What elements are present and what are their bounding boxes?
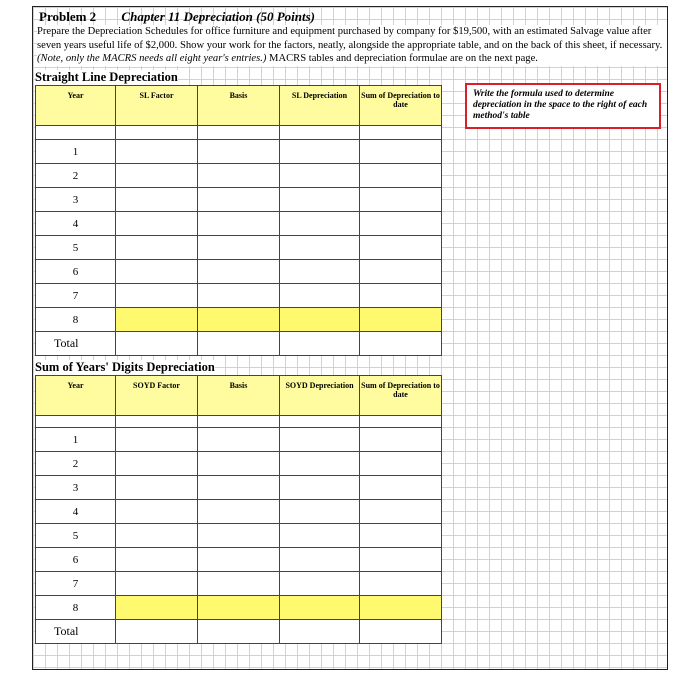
table-header-row xyxy=(36,86,442,126)
straight-line-title: Straight Line Depreciation xyxy=(35,70,178,84)
problem-header xyxy=(39,9,315,25)
year-cell: 4 xyxy=(36,212,116,236)
table-row xyxy=(36,260,442,284)
table-row xyxy=(36,428,442,452)
table-row xyxy=(36,236,442,260)
instructions-reference: MACRS tables and depreciation formulae are on the next page. xyxy=(269,53,538,64)
year-cell: 8 xyxy=(36,596,116,620)
table-row xyxy=(36,212,442,236)
year-cell: 7 xyxy=(36,284,116,308)
table-row xyxy=(36,188,442,212)
year-cell: 5 xyxy=(36,524,116,548)
worksheet xyxy=(32,6,668,670)
table-row xyxy=(36,452,442,476)
total-row xyxy=(36,332,442,356)
col-sum-depreciation: Sum of Depreciation to date xyxy=(360,86,442,126)
total-label: Total xyxy=(36,332,116,356)
col-basis: Basis xyxy=(198,86,280,126)
year-cell: 3 xyxy=(36,476,116,500)
table-header-row xyxy=(36,376,442,416)
instructions-note: (Note, only the MACRS needs all eight year's entries.) xyxy=(37,53,267,64)
col-sum-depreciation: Sum of Depreciation to date xyxy=(360,376,442,416)
soyd-table xyxy=(35,375,442,644)
col-soyd-factor: SOYD Factor xyxy=(116,376,198,416)
table-row xyxy=(36,140,442,164)
year-cell: 1 xyxy=(36,140,116,164)
total-label: Total xyxy=(36,620,116,644)
problem-number: Problem 2 xyxy=(39,9,97,24)
year-cell: 7 xyxy=(36,572,116,596)
year-cell: 1 xyxy=(36,428,116,452)
col-basis: Basis xyxy=(198,376,280,416)
year-cell: 2 xyxy=(36,164,116,188)
table-row xyxy=(36,548,442,572)
table-row xyxy=(36,164,442,188)
year-cell: 4 xyxy=(36,500,116,524)
year-cell: 6 xyxy=(36,548,116,572)
year-cell: 6 xyxy=(36,260,116,284)
col-year: Year xyxy=(36,376,116,416)
year-cell: 2 xyxy=(36,452,116,476)
chapter-title: Chapter 11 Depreciation (50 Points) xyxy=(121,9,315,24)
year-cell: 3 xyxy=(36,188,116,212)
soyd-title: Sum of Years' Digits Depreciation xyxy=(35,360,215,374)
table-row xyxy=(36,524,442,548)
col-sl-depreciation: SL Depreciation xyxy=(280,86,360,126)
table-row xyxy=(36,572,442,596)
table-row xyxy=(36,284,442,308)
table-row xyxy=(36,596,442,620)
year-cell: 5 xyxy=(36,236,116,260)
instructions xyxy=(37,25,667,66)
col-soyd-depreciation: SOYD Depreciation xyxy=(280,376,360,416)
table-row xyxy=(36,308,442,332)
straight-line-table xyxy=(35,85,442,356)
col-year: Year xyxy=(36,86,116,126)
instructions-text: Prepare the Depreciation Schedules for office furniture and equipment purchased by company for $19,500, with an estimated Salvage value after seven years useful life of $2,000. Show your work for the factors, neatly, alongside the appropriate table, and on the back of this sheet, if necessary. xyxy=(37,26,663,51)
total-row xyxy=(36,620,442,644)
col-sl-factor: SL Factor xyxy=(116,86,198,126)
year-cell: 8 xyxy=(36,308,116,332)
table-row xyxy=(36,500,442,524)
formula-note: Write the formula used to determine depreciation in the space to the right of each method's table xyxy=(465,83,661,129)
table-row xyxy=(36,476,442,500)
